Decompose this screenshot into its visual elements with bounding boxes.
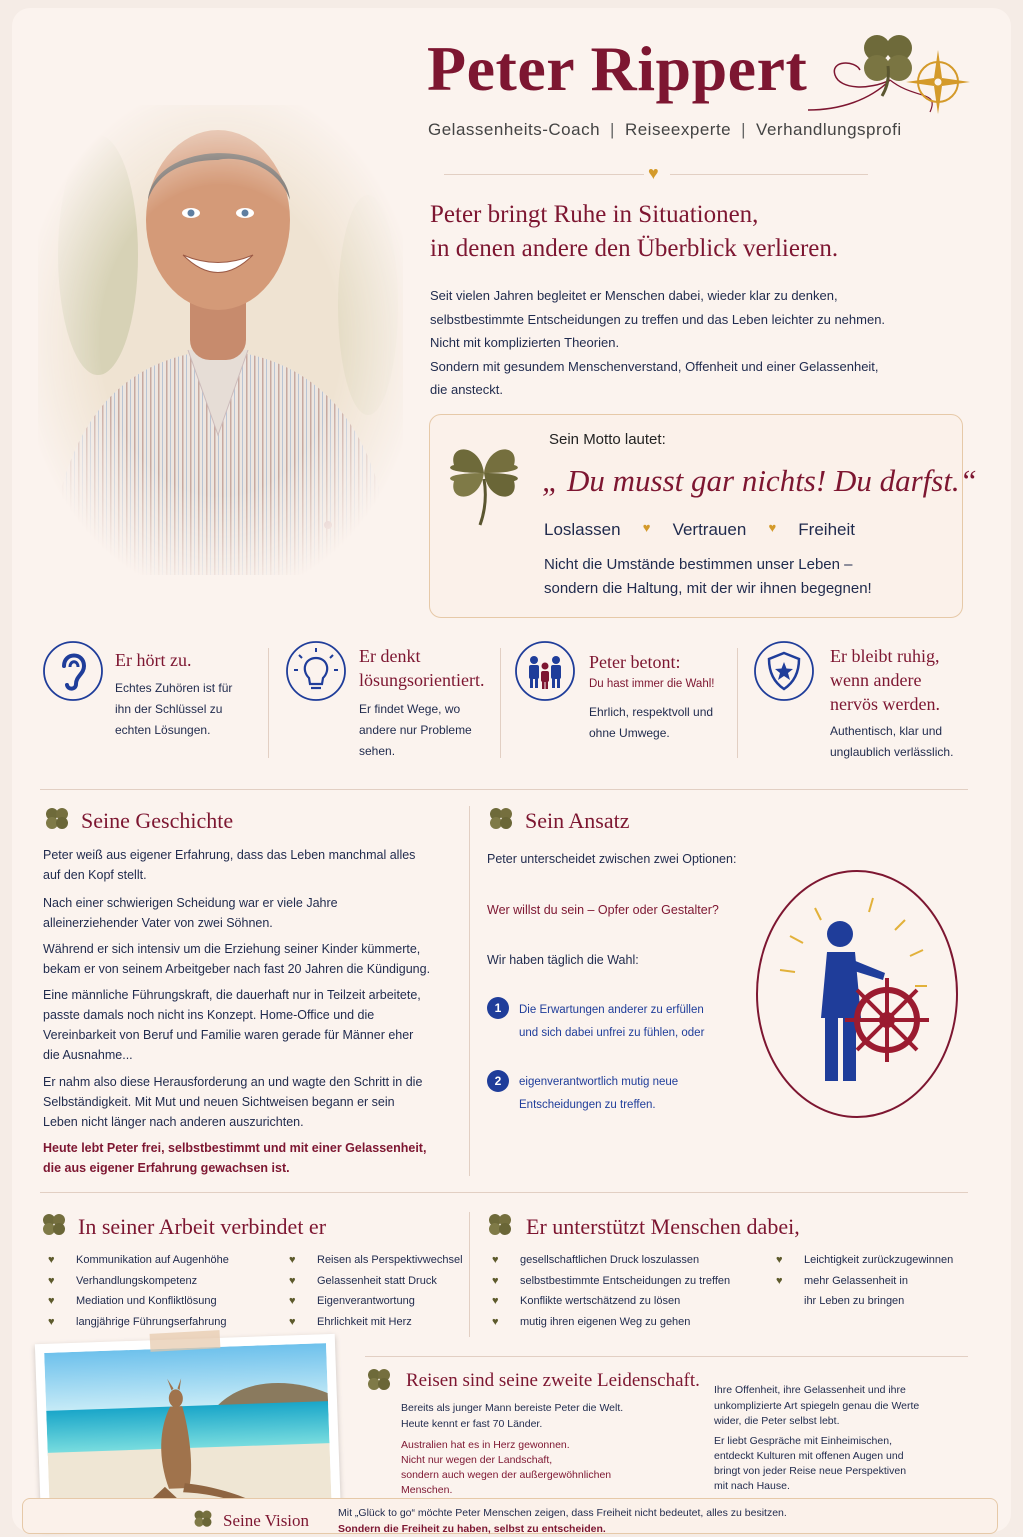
story-line: Peter weiß aus eigener Erfahrung, dass das Leben manchmal alles bbox=[43, 848, 416, 862]
support-list-left bbox=[486, 1250, 730, 1332]
option-line: Die Erwartungen anderer zu erfüllen bbox=[519, 1004, 704, 1016]
clover-compass-logo bbox=[800, 20, 970, 120]
feature-text bbox=[589, 702, 713, 744]
person-name: Peter Rippert bbox=[427, 33, 808, 104]
feature-text bbox=[115, 678, 232, 741]
headline-line: in denen andere den Überblick verlieren. bbox=[430, 235, 839, 262]
travel-line: Heute kennt er fast 70 Länder. bbox=[401, 1417, 543, 1430]
option-line: eigenverantwortlich mutig neue bbox=[519, 1076, 679, 1088]
divider bbox=[670, 174, 868, 175]
vision-box bbox=[22, 1498, 998, 1534]
heart-icon: ♥ bbox=[648, 163, 659, 183]
list-item: ihr Leben zu bringen bbox=[804, 1295, 905, 1307]
motto-values bbox=[544, 520, 855, 540]
motto-box bbox=[429, 414, 977, 618]
divider bbox=[500, 648, 501, 758]
tape-strip bbox=[150, 1330, 221, 1352]
intro-text bbox=[430, 284, 910, 402]
feature-text-line: ihn der Schlüssel zu bbox=[115, 702, 223, 716]
portrait-photo bbox=[38, 105, 403, 575]
support-title: Er unterstützt Menschen dabei, bbox=[526, 1214, 800, 1239]
option-line: Entscheidungen zu treffen. bbox=[519, 1099, 656, 1111]
travel-line: bringt von jeder Reise neue Perspektiven bbox=[714, 1465, 907, 1477]
travel-line: Menschen. bbox=[401, 1484, 453, 1496]
travel-line: Nicht nur wegen der Landschaft, bbox=[401, 1454, 553, 1466]
story-line: Nach einer schwierigen Scheidung war er viele Jahre bbox=[43, 896, 338, 910]
work-list-left bbox=[42, 1250, 229, 1332]
divider bbox=[737, 648, 738, 758]
feature-title-line: wenn andere bbox=[830, 670, 922, 690]
feature-text-line: andere nur Probleme bbox=[359, 723, 472, 737]
feature-title-line: nervös werden. bbox=[830, 694, 940, 714]
travel-paragraph bbox=[401, 1401, 623, 1432]
approach-intro: Peter unterscheidet zwischen zwei Optionen: bbox=[487, 852, 737, 866]
divider bbox=[40, 1192, 968, 1193]
vision-line-highlight: Sondern die Freiheit zu haben, selbst zu entscheiden. bbox=[338, 1523, 606, 1535]
story-line: die Ausnahme... bbox=[43, 1048, 133, 1062]
clover-icon bbox=[366, 1367, 392, 1393]
intro-line: die ansteckt. bbox=[430, 382, 503, 397]
travel-title: Reisen sind seine zweite Leidenschaft. bbox=[406, 1370, 700, 1391]
feature-title bbox=[359, 644, 484, 692]
approach-question: Wer willst du sein – Opfer oder Gestalter? bbox=[487, 903, 719, 917]
people-icon bbox=[514, 640, 576, 702]
feature-title-line: lösungsorientiert. bbox=[359, 670, 485, 690]
value-vertrauen: Vertrauen bbox=[672, 520, 747, 539]
feature-text-line: Echtes Zuhören ist für bbox=[115, 681, 233, 695]
role-coach: Gelassenheits-Coach bbox=[428, 120, 601, 139]
lightbulb-icon bbox=[285, 640, 347, 702]
story-line: Eine männliche Führungskraft, die dauerhaft nur in Teilzeit arbeitete, bbox=[43, 988, 421, 1002]
headline-line: Peter bringt Ruhe in Situationen, bbox=[430, 201, 759, 228]
approach-title: Sein Ansatz bbox=[525, 808, 630, 833]
feature-text-line: Er findet Wege, wo bbox=[359, 702, 461, 716]
clover-icon bbox=[41, 1212, 67, 1238]
list-item: ♥ Gelassenheit statt Druck bbox=[283, 1271, 463, 1292]
list-item: ♥ mutig ihren eigenen Weg zu gehen bbox=[486, 1312, 730, 1333]
feature-text-line: sehen. bbox=[359, 744, 396, 758]
story-line: Heute lebt Peter frei, selbstbestimmt und mit einer Gelassenheit, bbox=[43, 1141, 427, 1155]
story-paragraph bbox=[43, 893, 338, 933]
feature-calm bbox=[753, 640, 968, 770]
feature-title-line: Er bleibt ruhig, bbox=[830, 646, 940, 666]
ship-wheel-icon bbox=[845, 978, 929, 1062]
story-paragraph bbox=[43, 939, 430, 979]
list-item: ♥ Verhandlungskompetenz bbox=[42, 1271, 229, 1292]
clover-icon bbox=[44, 806, 70, 832]
role-negotiation: Verhandlungsprofi bbox=[756, 120, 902, 139]
list-item: ♥ Leichtigkeit zurückzugewinnen bbox=[770, 1250, 953, 1271]
heart-icon: ♥ bbox=[642, 520, 651, 535]
intro-line: Sondern mit gesundem Menschenverstand, Offenheit und einer Gelassenheit, bbox=[430, 358, 879, 374]
travel-line: Bereits als junger Mann bereiste Peter die Welt. bbox=[401, 1402, 624, 1414]
approach-choice: Wir haben täglich die Wahl: bbox=[487, 953, 639, 967]
story-paragraph bbox=[43, 985, 421, 1065]
travel-line: Er liebt Gespräche mit Einheimischen, bbox=[714, 1435, 892, 1447]
list-item: ♥ Ehrlichkeit mit Herz bbox=[283, 1312, 463, 1333]
compass-icon bbox=[906, 50, 970, 114]
feature-text-line: echten Lösungen. bbox=[115, 723, 211, 737]
feature-choice bbox=[514, 640, 729, 770]
feature-text-line: Authentisch, klar und bbox=[830, 724, 943, 738]
list-item: ♥ Eigenverantwortung bbox=[283, 1291, 463, 1312]
list-item: ♥ selbstbestimmte Entscheidungen zu treffen bbox=[486, 1271, 730, 1292]
story-line: bekam er von seinem Arbeitgeber nach fast 20 Jahren die Kündigung. bbox=[43, 962, 431, 976]
story-line: Während er sich intensiv um die Erziehung seiner Kinder kümmerte, bbox=[43, 942, 421, 956]
support-list-right bbox=[770, 1250, 953, 1312]
story-line: passte damals noch nicht ins Konzept. Home-Office und die bbox=[43, 1008, 375, 1022]
feature-text-line: unglaublich verlässlich. bbox=[830, 745, 954, 759]
intro-line: selbstbestimmte Entscheidungen zu treffen und das Leben leichter zu nehmen. bbox=[430, 311, 886, 327]
travel-highlight bbox=[401, 1438, 611, 1498]
helmsman-illustration bbox=[755, 868, 960, 1120]
story-line: Selbständigkeit. Mit Mut und neuen Sichtweisen begann er sein bbox=[43, 1095, 395, 1109]
ear-icon bbox=[42, 640, 104, 702]
motto-quote: „ Du musst gar nichts! Du darfst.“ bbox=[542, 463, 977, 498]
feature-text bbox=[359, 699, 472, 762]
option-text bbox=[519, 999, 704, 1045]
feature-solution bbox=[285, 640, 500, 770]
story-line: Er nahm also diese Herausforderung an und wagte den Schritt in die bbox=[43, 1075, 423, 1089]
travel-line: Ihre Offenheit, ihre Gelassenheit und ihre bbox=[714, 1384, 906, 1396]
work-list-right bbox=[283, 1250, 463, 1332]
work-title: In seiner Arbeit verbindet er bbox=[78, 1214, 327, 1239]
feature-text-line: ohne Umwege. bbox=[589, 726, 670, 740]
travel-paragraph bbox=[714, 1434, 906, 1494]
divider bbox=[268, 648, 269, 758]
vision-line: Mit „Glück to go“ möchte Peter Menschen zeigen, dass Freiheit nicht bedeutet, alles zu besitzen. bbox=[338, 1507, 787, 1519]
list-item: ♥ mehr Gelassenheit in bbox=[770, 1271, 953, 1292]
story-line: auf den Kopf stellt. bbox=[43, 868, 147, 882]
story-line: die aus eigener Erfahrung gewachsen ist. bbox=[43, 1161, 290, 1175]
feature-text-line: Ehrlich, respektvoll und bbox=[589, 705, 714, 719]
story-paragraph bbox=[43, 1072, 422, 1132]
vision-title: Seine Vision bbox=[223, 1511, 310, 1530]
story-line: Leben nicht länger nach anderen auszurichten. bbox=[43, 1115, 304, 1129]
feature-listens bbox=[42, 640, 262, 770]
option-text bbox=[519, 1071, 678, 1117]
story-paragraph bbox=[43, 845, 415, 885]
clover-icon bbox=[488, 806, 514, 832]
feature-text bbox=[830, 721, 953, 763]
feature-title: Er hört zu. bbox=[115, 650, 192, 670]
motto-statement bbox=[544, 553, 872, 601]
list-item: ♥ langjährige Führungserfahrung bbox=[42, 1312, 229, 1333]
clover-icon bbox=[193, 1509, 213, 1529]
intro-line: Seit vielen Jahren begleitet er Menschen dabei, wieder klar zu denken, bbox=[430, 288, 838, 303]
travel-line: entdeckt Kulturen mit offenen Augen und bbox=[714, 1450, 904, 1462]
travel-paragraph bbox=[714, 1383, 919, 1430]
travel-line: wider, die Peter selbst lebt. bbox=[714, 1415, 840, 1427]
story-title: Seine Geschichte bbox=[81, 808, 234, 833]
clover-icon bbox=[444, 431, 524, 531]
story-highlight bbox=[43, 1138, 426, 1178]
value-loslassen: Loslassen bbox=[544, 520, 621, 539]
clover-icon bbox=[487, 1212, 513, 1238]
separator: | bbox=[610, 120, 615, 139]
option-number: 2 bbox=[487, 1070, 509, 1092]
feature-title bbox=[830, 644, 940, 716]
list-item: ♥ Mediation und Konfliktlösung bbox=[42, 1291, 229, 1312]
value-freiheit: Freiheit bbox=[798, 520, 855, 539]
shield-icon bbox=[753, 640, 815, 702]
feature-title-line: Er denkt bbox=[359, 646, 421, 666]
motto-label: Sein Motto lautet: bbox=[549, 431, 666, 448]
headline bbox=[430, 198, 838, 266]
story-line: alleinerziehender Vater von zwei Söhnen. bbox=[43, 916, 273, 930]
motto-statement-line: Nicht die Umstände bestimmen unser Leben – bbox=[544, 556, 853, 573]
list-item: ♥ Kommunikation auf Augenhöhe bbox=[42, 1250, 229, 1271]
travel-line: Australien hat es in Herz gewonnen. bbox=[401, 1439, 570, 1451]
role-travel: Reiseexperte bbox=[624, 120, 732, 139]
motto-statement-line: sondern die Haltung, mit der wir ihnen begegnen! bbox=[544, 580, 872, 597]
divider bbox=[469, 1212, 470, 1337]
divider bbox=[40, 789, 968, 790]
divider bbox=[469, 806, 470, 1176]
intro-line: Nicht mit komplizierten Theorien. bbox=[430, 335, 620, 350]
divider bbox=[444, 174, 644, 175]
story-line: Vereinbarkeit von Beruf und Familie waren gerade für Männer eher bbox=[43, 1028, 414, 1042]
travel-line: unkomplizierte Art spiegeln genau die Werte bbox=[714, 1399, 920, 1412]
travel-line: mit nach Hause. bbox=[714, 1480, 790, 1492]
option-number: 1 bbox=[487, 997, 509, 1019]
heart-icon: ♥ bbox=[768, 520, 777, 535]
list-item: ♥ gesellschaftlichen Druck loszulassen bbox=[486, 1250, 730, 1271]
travel-line: sondern auch wegen der außergewöhnlichen bbox=[401, 1469, 612, 1481]
divider bbox=[365, 1356, 968, 1357]
role-subtitle bbox=[428, 120, 902, 140]
option-line: und sich dabei unfrei zu fühlen, oder bbox=[519, 1027, 705, 1039]
feature-title: Peter betont: bbox=[589, 652, 681, 672]
list-item: ♥ Reisen als Perspektivwechsel bbox=[283, 1250, 463, 1271]
separator: | bbox=[741, 120, 747, 139]
list-item: ♥ Konflikte wertschätzend zu lösen bbox=[486, 1291, 730, 1312]
feature-subtitle: Du hast immer die Wahl! bbox=[589, 678, 715, 690]
